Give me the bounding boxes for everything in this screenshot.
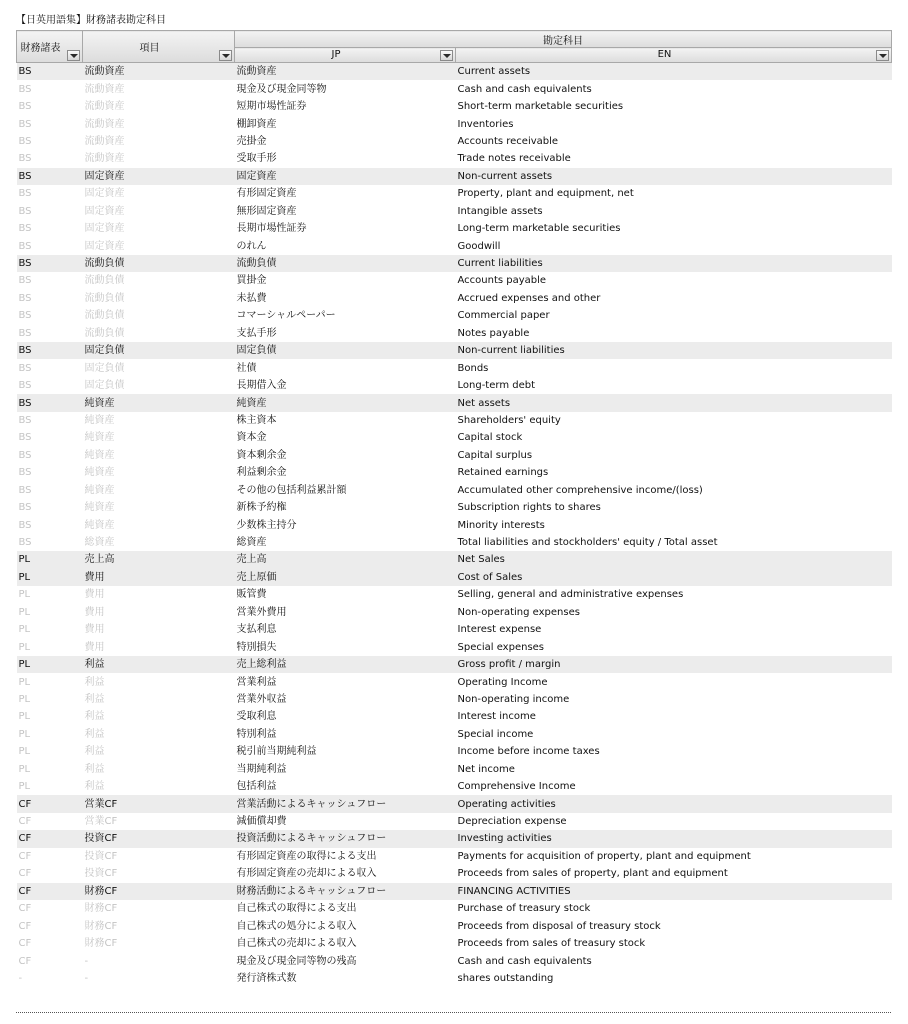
row-jp-cell: 受取利息 (236, 711, 277, 723)
row-en-cell: Property, plant and equipment, net (457, 188, 634, 200)
row-statement-cell: BS (18, 188, 32, 200)
row-item-cell: 投資CF (84, 850, 118, 862)
row-jp-cell: 営業外費用 (236, 606, 287, 618)
row-statement-cell: BS (18, 537, 32, 549)
table-row[interactable] (17, 935, 892, 952)
table-row[interactable] (17, 447, 892, 464)
row-jp-cell: 包括利益 (236, 781, 277, 793)
table-row[interactable] (17, 80, 892, 97)
row-jp-cell: 財務活動によるキャッシュフロー (235, 883, 456, 900)
row-item-cell: 固定資産 (84, 205, 125, 217)
row-en-cell: Total liabilities and stockholders' equity / Total asset (457, 537, 718, 549)
row-statement-cell: BS (18, 240, 32, 252)
table-row[interactable] (17, 115, 892, 132)
row-en-cell: Accounts receivable (457, 135, 559, 147)
row-statement-cell: BS (18, 502, 32, 514)
row-en-cell: Bonds (457, 362, 489, 374)
table-row[interactable] (17, 848, 892, 865)
row-en-cell: Non-operating expenses (457, 606, 580, 618)
table-row[interactable] (17, 917, 892, 934)
row-statement-cell: BS (18, 432, 32, 444)
row-jp-cell: 新株予約権 (236, 502, 287, 514)
row-jp-cell: 営業外収益 (236, 693, 287, 705)
row-jp-cell: 特別利益 (236, 728, 277, 740)
row-en-cell: Current liabilities (456, 255, 892, 272)
row-en-cell: Purchase of treasury stock (457, 903, 591, 915)
row-jp-cell: 利益剰余金 (236, 467, 287, 479)
row-statement-cell: - (18, 972, 23, 984)
header-account (235, 31, 892, 48)
row-statement-cell: BS (18, 135, 32, 147)
row-jp-cell: 棚卸資産 (236, 118, 277, 130)
row-item-cell: 流動資産 (83, 63, 235, 81)
statement-filter-dropdown-icon[interactable] (67, 50, 80, 61)
row-en-cell: Retained earnings (457, 467, 549, 479)
row-item-cell: 流動負債 (84, 275, 125, 287)
row-jp-cell: 投資活動によるキャッシュフロー (235, 830, 456, 847)
table-row[interactable] (17, 272, 892, 289)
row-item-cell: 純資産 (84, 449, 115, 461)
row-en-cell: Special expenses (457, 641, 545, 653)
row-statement-cell: PL (18, 693, 31, 705)
sheet-title: 【日英用語集】財務諸表勘定科目 (16, 15, 166, 26)
row-en-cell: Proceeds from sales of property, plant and equipment (457, 868, 728, 880)
row-item-cell: 固定負債 (84, 380, 125, 392)
table-row[interactable] (17, 656, 892, 673)
table-row[interactable] (17, 830, 892, 847)
row-item-cell: 純資産 (84, 467, 115, 479)
row-en-cell: Commercial paper (457, 310, 550, 322)
row-statement-cell: CF (18, 938, 32, 950)
row-item-cell: 営業CF (84, 816, 118, 828)
row-item-cell: 流動資産 (84, 135, 125, 147)
table-row[interactable] (17, 638, 892, 655)
row-item-cell: 純資産 (84, 502, 115, 514)
row-item-cell: 財務CF (84, 920, 118, 932)
row-en-cell: shares outstanding (457, 972, 554, 984)
row-statement-cell: BS (18, 223, 32, 235)
row-item-cell: 財務CF (83, 883, 235, 900)
table-row[interactable] (17, 499, 892, 516)
row-jp-cell: 税引前当期純利益 (236, 746, 317, 758)
row-en-cell: Net assets (456, 394, 892, 411)
row-item-cell: 費用 (83, 569, 235, 586)
table-row[interactable] (17, 952, 892, 969)
row-jp-cell: 有形固定資産の売却による収入 (236, 868, 377, 880)
row-item-cell: 純資産 (84, 519, 115, 531)
row-en-cell: Depreciation expense (457, 816, 567, 828)
row-statement-cell: BS (17, 168, 83, 185)
dotted-divider (16, 1012, 891, 1013)
row-jp-cell: 自己株式の取得による支出 (236, 903, 357, 915)
table-row[interactable] (17, 621, 892, 638)
row-item-cell: 流動負債 (84, 327, 125, 339)
row-en-cell: Notes payable (457, 327, 530, 339)
row-en-cell: Accumulated other comprehensive income/(loss) (457, 484, 703, 496)
table-row[interactable] (17, 691, 892, 708)
row-en-cell: Trade notes receivable (457, 153, 571, 165)
row-jp-cell: 現金及び現金同等物 (236, 83, 327, 95)
row-statement-cell: PL (18, 606, 31, 618)
row-statement-cell: CF (18, 868, 32, 880)
table-row[interactable] (17, 377, 892, 394)
row-item-cell: 流動負債 (83, 255, 235, 272)
row-jp-cell: 流動資産 (235, 63, 456, 81)
row-item-cell: 利益 (84, 693, 105, 705)
row-jp-cell: 当期純利益 (236, 763, 287, 775)
row-en-cell: Cash and cash equivalents (457, 83, 592, 95)
header-item (83, 31, 235, 63)
row-item-cell: 純資産 (84, 414, 115, 426)
row-jp-cell: 発行済株式数 (236, 972, 297, 984)
row-jp-cell: 長期市場性証券 (236, 223, 307, 235)
table-row[interactable] (17, 482, 892, 499)
row-en-cell: Selling, general and administrative expenses (457, 589, 684, 601)
row-statement-cell: BS (18, 310, 32, 322)
row-statement-cell: BS (18, 205, 32, 217)
header-item-label: 項目 (139, 43, 160, 54)
row-statement-cell: BS (17, 394, 83, 411)
row-item-cell: 流動資産 (84, 153, 125, 165)
table-row[interactable] (17, 795, 892, 812)
table-row[interactable] (17, 237, 892, 254)
table-row[interactable] (17, 150, 892, 167)
table-row[interactable] (17, 307, 892, 324)
row-jp-cell: 無形固定資産 (236, 205, 297, 217)
row-statement-cell: BS (18, 83, 32, 95)
row-jp-cell: 特別損失 (236, 641, 277, 653)
row-jp-cell: 社債 (236, 362, 257, 374)
row-en-cell: Minority interests (457, 519, 545, 531)
row-item-cell: - (84, 972, 89, 984)
row-statement-cell: PL (18, 711, 31, 723)
row-item-cell: 費用 (84, 624, 105, 636)
row-en-cell: Interest expense (457, 624, 542, 636)
row-statement-cell: PL (17, 656, 83, 673)
row-item-cell: 投資CF (84, 868, 118, 880)
row-jp-cell: 支払手形 (236, 327, 277, 339)
row-statement-cell: BS (18, 484, 32, 496)
table-row[interactable] (17, 883, 892, 900)
row-item-cell: 利益 (83, 656, 235, 673)
table-row[interactable] (17, 586, 892, 603)
table-row[interactable] (17, 412, 892, 429)
row-en-cell: Investing activities (456, 830, 892, 847)
row-item-cell: 純資産 (84, 484, 115, 496)
row-en-cell: Current assets (456, 63, 892, 81)
row-item-cell: 流動負債 (84, 310, 125, 322)
row-en-cell: Long-term debt (457, 380, 536, 392)
en-filter-dropdown-icon[interactable] (876, 50, 889, 61)
row-en-cell: Cash and cash equivalents (457, 955, 592, 967)
row-statement-cell: BS (18, 449, 32, 461)
row-jp-cell: その他の包括利益累計額 (236, 484, 347, 496)
row-en-cell: Operating Income (457, 676, 548, 688)
row-statement-cell: BS (18, 275, 32, 287)
row-jp-cell: 自己株式の処分による収入 (236, 920, 357, 932)
row-statement-cell: PL (17, 569, 83, 586)
row-statement-cell: CF (18, 920, 32, 932)
row-jp-cell: 固定負債 (235, 342, 456, 359)
table-row[interactable] (17, 865, 892, 882)
row-jp-cell: 現金及び現金同等物の残高 (236, 955, 357, 967)
header-statement-label: 財務諸表 (20, 43, 61, 54)
row-en-cell: Long-term marketable securities (457, 223, 621, 235)
row-jp-cell: 未払費 (236, 292, 267, 304)
row-en-cell: Net income (457, 763, 515, 775)
row-jp-cell: 営業利益 (236, 676, 277, 688)
row-item-cell: 利益 (84, 676, 105, 688)
row-statement-cell: PL (18, 589, 31, 601)
header-en (456, 48, 892, 63)
row-jp-cell: 支払利息 (236, 624, 277, 636)
row-statement-cell: BS (17, 342, 83, 359)
row-jp-cell: 純資産 (235, 394, 456, 411)
row-jp-cell: 販管費 (236, 589, 267, 601)
row-en-cell: Non-current liabilities (456, 342, 892, 359)
row-statement-cell: PL (18, 624, 31, 636)
row-item-cell: 費用 (84, 589, 105, 601)
table-row[interactable] (17, 569, 892, 586)
row-en-cell: Cost of Sales (456, 569, 892, 586)
row-jp-cell: 流動負債 (235, 255, 456, 272)
row-statement-cell: BS (18, 101, 32, 113)
row-jp-cell: 短期市場性証券 (236, 101, 307, 113)
row-jp-cell: のれん (236, 240, 267, 252)
header-jp-label: JP (331, 49, 341, 60)
row-statement-cell: BS (18, 467, 32, 479)
row-statement-cell: CF (18, 850, 32, 862)
row-en-cell: Proceeds from sales of treasury stock (457, 938, 646, 950)
row-jp-cell: 自己株式の売却による収入 (236, 938, 357, 950)
table-row[interactable] (17, 133, 892, 150)
row-item-cell: 財務CF (84, 938, 118, 950)
table-row[interactable] (17, 604, 892, 621)
row-statement-cell: CF (18, 955, 32, 967)
table-row[interactable] (17, 534, 892, 551)
row-item-cell: 費用 (84, 606, 105, 618)
row-statement-cell: BS (18, 327, 32, 339)
row-en-cell: Non-operating income (457, 693, 570, 705)
table-row[interactable] (17, 464, 892, 481)
row-jp-cell: 売上高 (235, 551, 456, 568)
row-item-cell: 利益 (84, 763, 105, 775)
table-row[interactable] (17, 220, 892, 237)
table-row[interactable] (17, 551, 892, 568)
row-jp-cell: 資本金 (236, 432, 267, 444)
row-statement-cell: BS (18, 519, 32, 531)
row-item-cell: 利益 (84, 728, 105, 740)
row-item-cell: 営業CF (83, 795, 235, 812)
row-item-cell: 投資CF (83, 830, 235, 847)
row-statement-cell: BS (18, 118, 32, 130)
table-row[interactable] (17, 900, 892, 917)
row-en-cell: Accounts payable (457, 275, 547, 287)
row-statement-cell: CF (17, 830, 83, 847)
row-item-cell: 流動資産 (84, 118, 125, 130)
row-statement-cell: PL (18, 641, 31, 653)
row-en-cell: Net Sales (456, 551, 892, 568)
row-statement-cell: PL (18, 781, 31, 793)
row-en-cell: FINANCING ACTIVITIES (456, 883, 892, 900)
row-item-cell: 固定負債 (83, 342, 235, 359)
row-jp-cell: 売掛金 (236, 135, 267, 147)
row-en-cell: Accrued expenses and other (457, 292, 601, 304)
row-jp-cell: 営業活動によるキャッシュフロー (235, 795, 456, 812)
row-statement-cell: BS (18, 380, 32, 392)
row-en-cell: Interest income (457, 711, 536, 723)
jp-filter-dropdown-icon[interactable] (440, 50, 453, 61)
row-item-cell: 流動負債 (84, 292, 125, 304)
row-en-cell: Short-term marketable securities (457, 101, 624, 113)
row-en-cell: Goodwill (457, 240, 501, 252)
glossary-table (16, 30, 892, 987)
row-jp-cell: 売上総利益 (235, 656, 456, 673)
header-account-label: 勘定科目 (543, 36, 583, 47)
row-statement-cell: PL (18, 763, 31, 775)
row-statement-cell: CF (18, 816, 32, 828)
table-row[interactable] (17, 325, 892, 342)
row-en-cell: Payments for acquisition of property, plant and equipment (457, 850, 751, 862)
row-statement-cell: BS (18, 153, 32, 165)
header-jp (235, 48, 456, 63)
row-statement-cell: PL (18, 746, 31, 758)
row-item-cell: 固定負債 (84, 362, 125, 374)
row-en-cell: Inventories (457, 118, 514, 130)
table-row[interactable] (17, 255, 892, 272)
row-en-cell: Non-current assets (456, 168, 892, 185)
table-row[interactable] (17, 726, 892, 743)
row-jp-cell: 少数株主持分 (236, 519, 297, 531)
row-item-cell: 費用 (84, 641, 105, 653)
row-en-cell: Capital stock (457, 432, 523, 444)
row-statement-cell: PL (17, 551, 83, 568)
row-jp-cell: 資本剰余金 (236, 449, 287, 461)
row-statement-cell: CF (17, 883, 83, 900)
row-en-cell: Special income (457, 728, 534, 740)
row-statement-cell: BS (18, 414, 32, 426)
row-item-cell: - (84, 955, 89, 967)
row-jp-cell: 有形固定資産 (236, 188, 297, 200)
row-jp-cell: 総資産 (236, 537, 267, 549)
table-row[interactable] (17, 673, 892, 690)
row-statement-cell: PL (18, 728, 31, 740)
row-statement-cell: BS (18, 362, 32, 374)
row-item-cell: 利益 (84, 746, 105, 758)
row-en-cell: Comprehensive Income (457, 781, 576, 793)
table-row[interactable] (17, 970, 892, 987)
row-item-cell: 総資産 (84, 537, 115, 549)
table-row[interactable] (17, 290, 892, 307)
row-en-cell: Capital surplus (457, 449, 533, 461)
row-statement-cell: CF (17, 795, 83, 812)
row-en-cell: Operating activities (456, 795, 892, 812)
row-statement-cell: BS (17, 63, 83, 81)
row-en-cell: Shareholders' equity (457, 414, 561, 426)
row-item-cell: 固定資産 (84, 223, 125, 235)
header-en-label: EN (657, 49, 672, 60)
table-row[interactable] (17, 63, 892, 81)
table-row[interactable] (17, 761, 892, 778)
row-item-cell: 固定資産 (83, 168, 235, 185)
row-item-cell: 売上高 (83, 551, 235, 568)
row-jp-cell: 買掛金 (236, 275, 267, 287)
row-item-cell: 流動資産 (84, 83, 125, 95)
glossary-rows (17, 63, 892, 988)
table-row[interactable] (17, 394, 892, 411)
table-row[interactable] (17, 516, 892, 533)
row-jp-cell: 有形固定資産の取得による支出 (236, 850, 377, 862)
row-item-cell: 固定資産 (84, 240, 125, 252)
row-item-cell: 利益 (84, 781, 105, 793)
row-jp-cell: 減価償却費 (236, 816, 287, 828)
table-row[interactable] (17, 778, 892, 795)
row-item-cell: 純資産 (84, 432, 115, 444)
row-en-cell: Subscription rights to shares (457, 502, 601, 514)
row-item-cell: 財務CF (84, 903, 118, 915)
row-en-cell: Proceeds from disposal of treasury stock (457, 920, 661, 932)
header-statement (17, 31, 83, 63)
table-row[interactable] (17, 168, 892, 185)
row-item-cell: 流動資産 (84, 101, 125, 113)
table-row[interactable] (17, 813, 892, 830)
table-row[interactable] (17, 708, 892, 725)
row-jp-cell: 長期借入金 (236, 380, 287, 392)
row-statement-cell: PL (18, 676, 31, 688)
table-row[interactable] (17, 429, 892, 446)
item-filter-dropdown-icon[interactable] (219, 50, 232, 61)
table-row[interactable] (17, 743, 892, 760)
row-en-cell: Intangible assets (457, 205, 543, 217)
table-row[interactable] (17, 359, 892, 376)
row-item-cell: 利益 (84, 711, 105, 723)
row-statement-cell: BS (17, 255, 83, 272)
row-jp-cell: 売上原価 (235, 569, 456, 586)
row-en-cell: Income before income taxes (457, 746, 600, 758)
row-jp-cell: 受取手形 (236, 153, 277, 165)
row-jp-cell: コマーシャルペーパー (236, 310, 336, 322)
row-jp-cell: 株主資本 (236, 414, 277, 426)
table-row[interactable] (17, 98, 892, 115)
row-jp-cell: 固定資産 (235, 168, 456, 185)
table-row[interactable] (17, 185, 892, 202)
row-item-cell: 固定資産 (84, 188, 125, 200)
row-item-cell: 純資産 (83, 394, 235, 411)
table-row[interactable] (17, 203, 892, 220)
table-row[interactable] (17, 342, 892, 359)
row-statement-cell: BS (18, 292, 32, 304)
row-statement-cell: CF (18, 903, 32, 915)
row-en-cell: Gross profit / margin (456, 656, 892, 673)
